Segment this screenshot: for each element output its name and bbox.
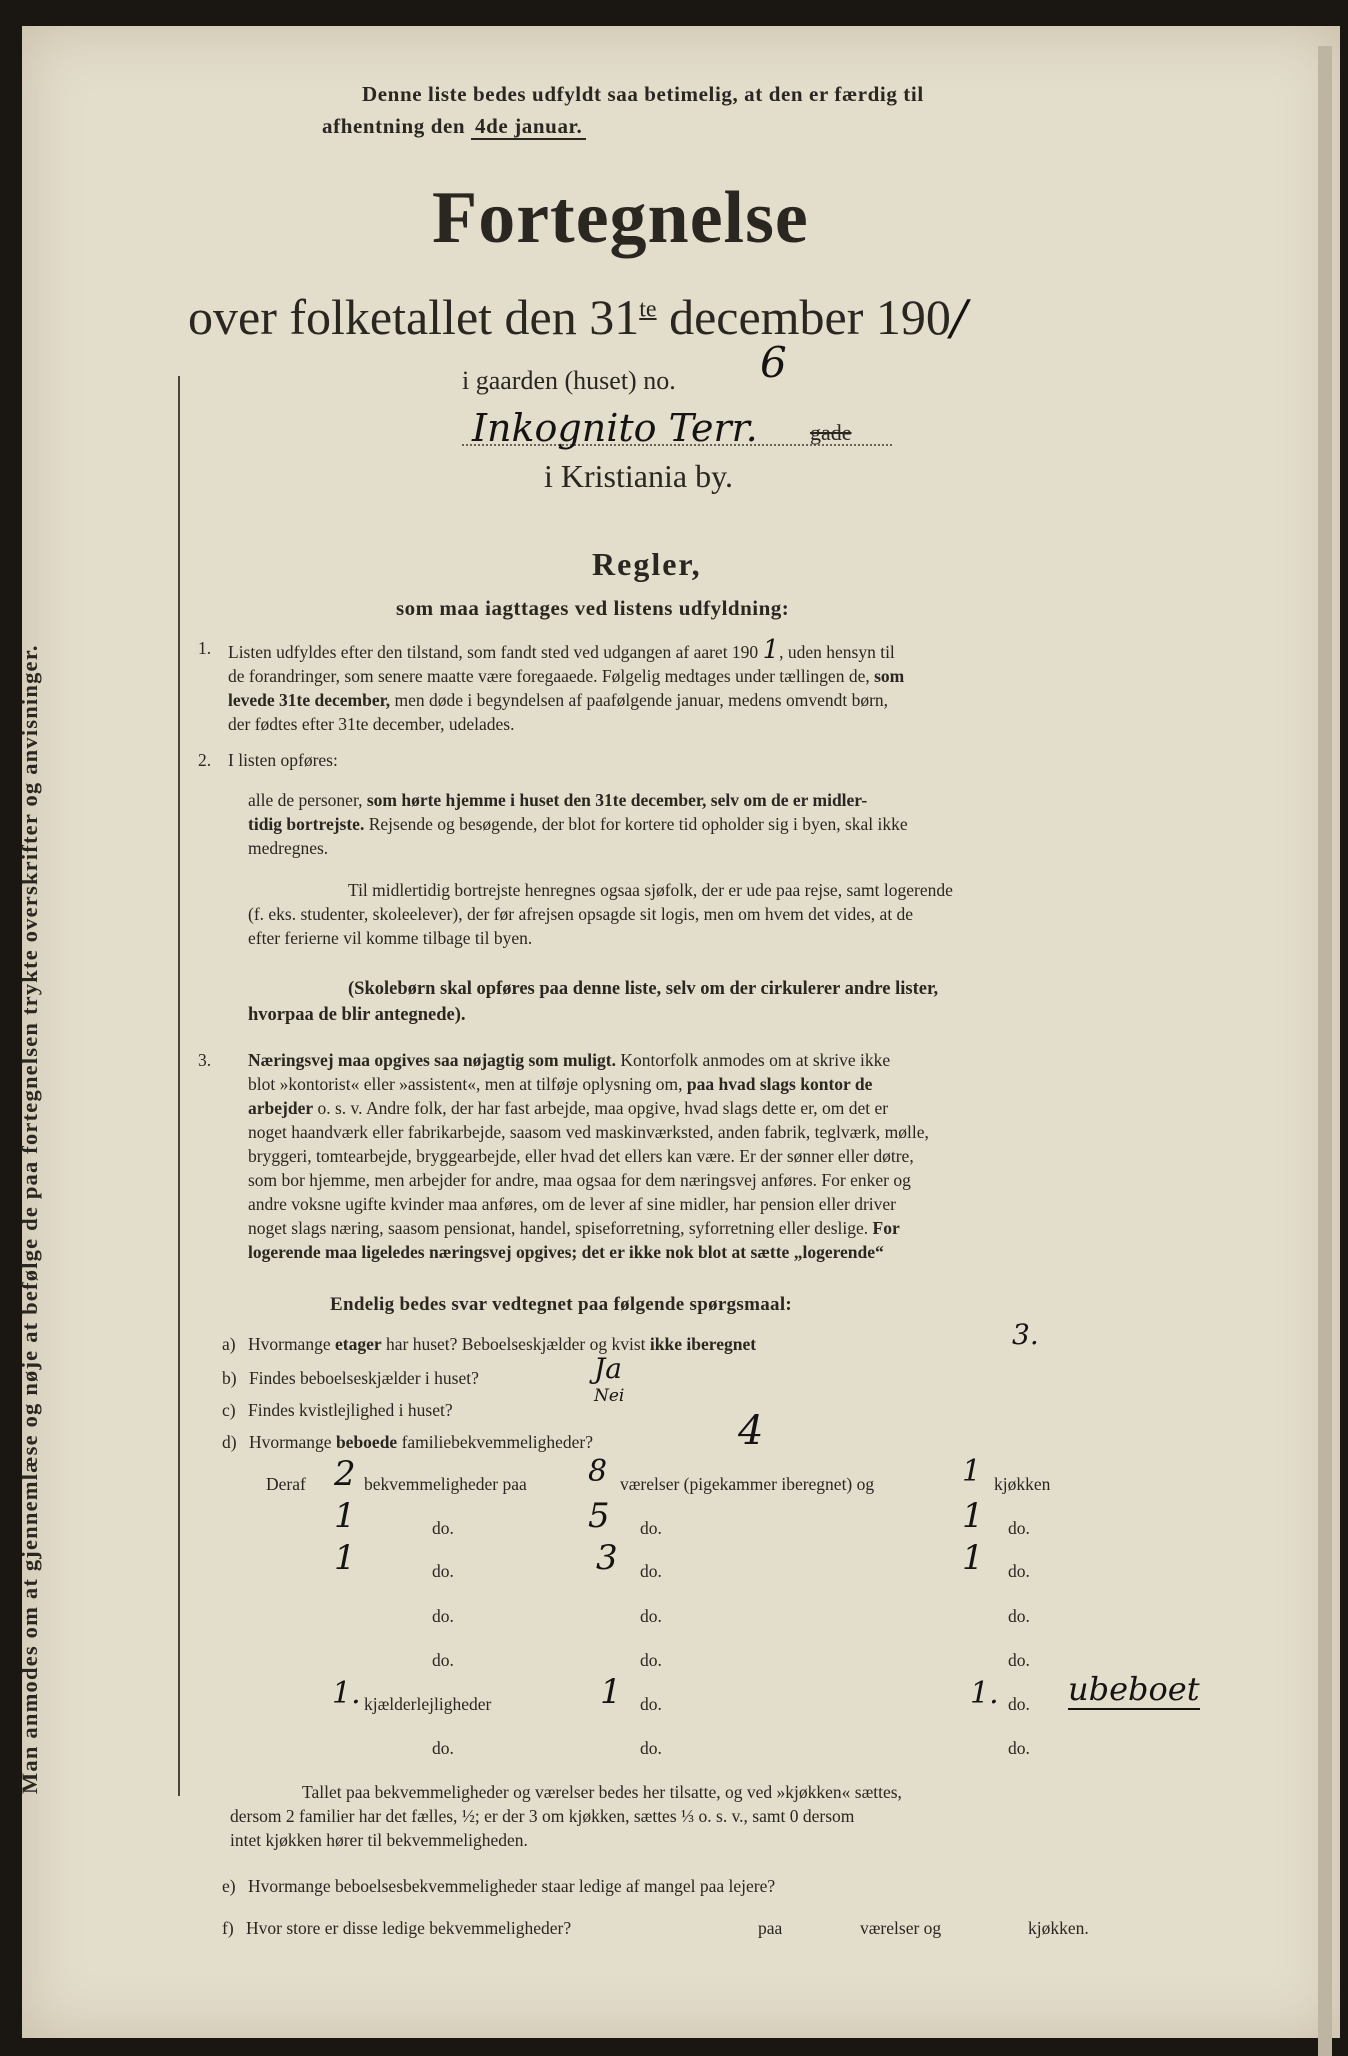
rule-1-text xyxy=(228,635,1168,736)
rule-2-number: 2. xyxy=(198,750,212,770)
rule-2-line-2b: Rejsende og besøgende, der blot for kortere tid opholder sig i byen, skal ikke xyxy=(368,814,908,834)
sidebar-instruction xyxy=(17,394,49,1794)
row-5-k: 1. xyxy=(970,1676,999,1711)
row-3-do-a: do. xyxy=(432,1606,454,1626)
row-4-do-c: do. xyxy=(1008,1650,1030,1670)
rule-1-line-1 xyxy=(228,635,1168,665)
row-2-do-b: do. xyxy=(640,1561,662,1581)
row-2-n: 1 xyxy=(334,1538,356,1578)
question-c-text: Findes kvistlejlighed i huset? xyxy=(247,1400,453,1420)
rule-2-para-2 xyxy=(248,878,1168,950)
rule-3-line-4: noget haandværk eller fabrikarbejde, saasom ved maskinværksted, anden fabrik, teglværk, mølle, xyxy=(248,1122,929,1142)
row-5-do-b: do. xyxy=(640,1694,662,1714)
question-e-label: e) xyxy=(222,1876,236,1896)
census-form-page xyxy=(17,26,1340,2038)
page-edge xyxy=(1318,46,1332,2056)
row-1-do-b: do. xyxy=(640,1518,662,1538)
row-6-do-a: do. xyxy=(432,1738,454,1758)
row-5-v: 1 xyxy=(600,1672,622,1712)
question-d xyxy=(222,1432,593,1453)
rule-2-p3-line-1: (Skolebørn skal opføres paa denne liste, selv om der cirkulerer andre lister, xyxy=(348,979,939,999)
rule-2-p2-line-3: efter ferierne vil komme tilbage til byen. xyxy=(248,928,533,948)
gaard-number: 6 xyxy=(760,338,787,387)
rule-3-line-1a: Næringsvej maa opgives saa nøjagtig som muligt. xyxy=(248,1050,616,1070)
rule-1-line-3b: men døde i begyndelsen af paafølgende januar, medens omvendt børn, xyxy=(394,690,889,710)
rule-2-line-3: medregnes. xyxy=(248,838,329,858)
rule-3-line-8a: noget slags næring, saasom pensionat, handel, spiseforretning, syforretning eller deslige. xyxy=(248,1218,869,1238)
question-d-label: d) xyxy=(222,1432,237,1452)
row-6-do-c: do. xyxy=(1008,1738,1030,1758)
answer-b: Ja xyxy=(594,1352,622,1385)
rule-2-line-1b: som hørte hjemme i huset den 31te december, selv om de er midler- xyxy=(366,790,868,810)
question-f-vaer: værelser og xyxy=(860,1918,942,1938)
table-deraf: Deraf xyxy=(266,1474,306,1494)
rule-1-line-2a: de forandringer, som senere maatte være foregaaede. Følgelig medtages under tællingen de, xyxy=(228,666,870,686)
question-c-label: c) xyxy=(222,1400,236,1420)
rule-3-line-6: som bor hjemme, men arbejder for andre, maa ogsaa for dem næringsvej anføres. For enker og xyxy=(248,1170,911,1190)
rule-3-line-3 xyxy=(248,1096,1168,1120)
row-6-do-b: do. xyxy=(640,1738,662,1758)
question-b xyxy=(222,1368,479,1389)
notice-line-2 xyxy=(322,114,586,139)
row-5-kjaelder: kjælderlejligheder xyxy=(364,1694,492,1714)
rule-2-para-1 xyxy=(248,788,1168,860)
rule-1-line-1b: , uden hensyn til xyxy=(779,642,895,662)
rule-2-p3-line-2: hvorpaa de blir antegnede). xyxy=(248,1005,466,1025)
row-0-k: 1 xyxy=(962,1454,982,1489)
rule-3-line-8 xyxy=(248,1216,1168,1240)
row-3-do-c: do. xyxy=(1008,1606,1030,1626)
question-e xyxy=(222,1876,775,1897)
row-4-do-a: do. xyxy=(432,1650,454,1670)
table-col-kjok: kjøkken xyxy=(994,1474,1051,1494)
question-a-bold-2: ikke iberegnet xyxy=(649,1334,757,1354)
rule-3-line-5: bryggeri, tomtearbejde, bryggearbejde, eller hvad det ellers kan være. Er der sønner eller døtre, xyxy=(248,1146,914,1166)
rule-3-line-3b: o. s. v. Andre folk, der har fast arbejde, maa opgive, hvad slags dette er, om det er xyxy=(317,1098,889,1118)
rule-2-line-1 xyxy=(248,788,1168,812)
rule-2-line-2 xyxy=(248,812,1168,836)
street-crossed-gade: gade xyxy=(810,420,852,445)
question-a-label: a) xyxy=(222,1334,236,1354)
rule-2-p2-line-1: Til midlertidig bortrejste henregnes ogsaa sjøfolk, der er ude paa rejse, samt logerende xyxy=(348,880,953,900)
subtitle-prefix: over folketallet den 31 xyxy=(188,289,640,345)
rule-3-line-2a: blot »kontorist« eller »assistent«, men at tilføje oplysning om, xyxy=(248,1074,683,1094)
question-d-text-2: familiebekvemmeligheder? xyxy=(401,1432,594,1452)
city-label: i Kristiania by. xyxy=(544,458,733,494)
question-a-text-2: har huset? Beboelseskjælder og kvist xyxy=(386,1334,646,1354)
question-d-bold: beboede xyxy=(335,1432,398,1452)
row-2-do-a: do. xyxy=(432,1561,454,1581)
notice-date: 4de januar. xyxy=(471,114,586,140)
question-c xyxy=(222,1400,453,1421)
row-0-v: 8 xyxy=(588,1454,608,1489)
question-d-text-1: Hvormange xyxy=(248,1432,332,1452)
rules-subheading: som maa iagttages ved listens udfyldning: xyxy=(396,596,790,620)
rule-3-line-1b: Kontorfolk anmodes om at skrive ikke xyxy=(620,1050,891,1070)
row-0-n: 2 xyxy=(334,1454,356,1494)
row-1-k: 1 xyxy=(962,1496,984,1536)
answer-a: 3. xyxy=(1012,1318,1039,1351)
row-2-do-c: do. xyxy=(1008,1561,1030,1581)
row-5-n: 1. xyxy=(332,1676,361,1711)
row-5-do-c: do. xyxy=(1008,1694,1030,1714)
page-subtitle xyxy=(188,288,967,346)
rule-1-year: 1 xyxy=(762,635,780,665)
rule-3-text xyxy=(248,1048,1168,1264)
answer-c: Nei xyxy=(594,1386,625,1406)
row-1-do-c: do. xyxy=(1008,1518,1030,1538)
sidebar-text: Man anmodes om at gjennemlæse og nøje at befølge de paa fortegnelsen trykte overskrifter og anvisninger. xyxy=(17,644,42,1794)
subtitle-suffix: december 190 xyxy=(669,289,951,345)
table-col-bekv: bekvemmeligheder paa xyxy=(364,1474,527,1494)
sidebar-divider xyxy=(178,376,180,1796)
rule-3-line-7: andre voksne ugifte kvinder maa anføres, om de lever af sine midler, har pension eller driver xyxy=(248,1194,897,1214)
question-f-kjok: kjøkken. xyxy=(1028,1918,1089,1938)
footer-line-2: dersom 2 familier har det fælles, ½; er der 3 om kjøkken, sættes ⅓ o. s. v., samt 0 dersom xyxy=(230,1806,855,1826)
rule-1-line-3a: levede 31te december, xyxy=(228,690,391,710)
question-b-label: b) xyxy=(222,1368,237,1388)
rule-2-line-2a: tidig bortrejste. xyxy=(248,814,365,834)
question-f xyxy=(222,1918,571,1939)
rule-3-number: 3. xyxy=(198,1050,212,1070)
year-digit: / xyxy=(950,290,968,346)
rule-1-line-2b: som xyxy=(874,666,905,686)
question-a-text-1: Hvormange xyxy=(247,1334,331,1354)
rule-3-line-2b: paa hvad slags kontor de xyxy=(686,1074,873,1094)
rule-3-line-8b: For xyxy=(872,1218,900,1238)
footer-line-3: intet kjøkken hører til bekvemmeligheden. xyxy=(230,1830,528,1850)
question-f-paa: paa xyxy=(758,1918,783,1938)
table-col-vaer: værelser (pigekammer iberegnet) og xyxy=(620,1474,875,1494)
question-a-bold: etager xyxy=(334,1334,382,1354)
answer-d: 4 xyxy=(738,1408,764,1454)
notice-line-1: Denne liste bedes udfyldt saa betimelig, at den er færdig til xyxy=(362,82,924,106)
row-5-note: ubeboet xyxy=(1068,1670,1200,1708)
rule-1-number: 1. xyxy=(198,638,212,658)
row-2-k: 1 xyxy=(962,1538,984,1578)
row-1-v: 5 xyxy=(588,1496,610,1536)
rule-1-line-4: der fødtes efter 31te december, udelades. xyxy=(228,714,515,734)
rule-1-line-3 xyxy=(228,688,1168,712)
rule-3-line-9: logerende maa ligeledes næringsvej opgives; det er ikke nok blot at sætte „logerende“ xyxy=(248,1242,884,1262)
page-title: Fortegnelse xyxy=(432,177,809,259)
rule-3-line-3a: arbejder xyxy=(248,1098,314,1118)
footer-note xyxy=(230,1780,1162,1852)
rule-1-line-2 xyxy=(228,664,1168,688)
question-e-text: Hvormange beboelsesbekvemmeligheder staar ledige af mangel paa lejere? xyxy=(247,1876,776,1896)
rule-1-line-1a: Listen udfyldes efter den tilstand, som fandt sted ved udgangen af aaret 190 xyxy=(228,642,759,662)
rule-3-line-2 xyxy=(248,1072,1168,1096)
question-b-text: Findes beboelseskjælder i huset? xyxy=(248,1368,479,1388)
subtitle-sup: te xyxy=(639,296,657,323)
street-handwritten: Inkognito Terr. xyxy=(472,406,758,450)
questions-intro: Endelig bedes svar vedtegnet paa følgende spørgsmaal: xyxy=(330,1294,793,1315)
gaard-label: i gaarden (huset) no. xyxy=(462,366,676,395)
row-2-v: 3 xyxy=(596,1538,618,1578)
rule-2-line-1a: alle de personer, xyxy=(248,790,363,810)
question-f-text: Hvor store er disse ledige bekvemmeligheder? xyxy=(246,1918,572,1938)
rule-2-para-3 xyxy=(248,976,1168,1028)
rule-3-line-1 xyxy=(248,1048,1168,1072)
row-3-do-b: do. xyxy=(640,1606,662,1626)
question-a xyxy=(222,1334,756,1355)
footer-line-1: Tallet paa bekvemmeligheder og værelser bedes her tilsatte, og ved »kjøkken« sættes, xyxy=(302,1782,902,1802)
row-4-do-b: do. xyxy=(640,1650,662,1670)
question-f-label: f) xyxy=(222,1918,234,1938)
rule-2-p2-line-2: (f. eks. studenter, skoleelever), der før afrejsen opsagde sit logis, men om hvem det vides, at de xyxy=(248,904,914,924)
row-1-n: 1 xyxy=(334,1496,356,1536)
rules-heading: Regler, xyxy=(592,546,702,582)
rule-2-intro: I listen opføres: xyxy=(228,750,338,770)
notice-prefix: afhentning den xyxy=(322,114,466,138)
row-1-do-a: do. xyxy=(432,1518,454,1538)
